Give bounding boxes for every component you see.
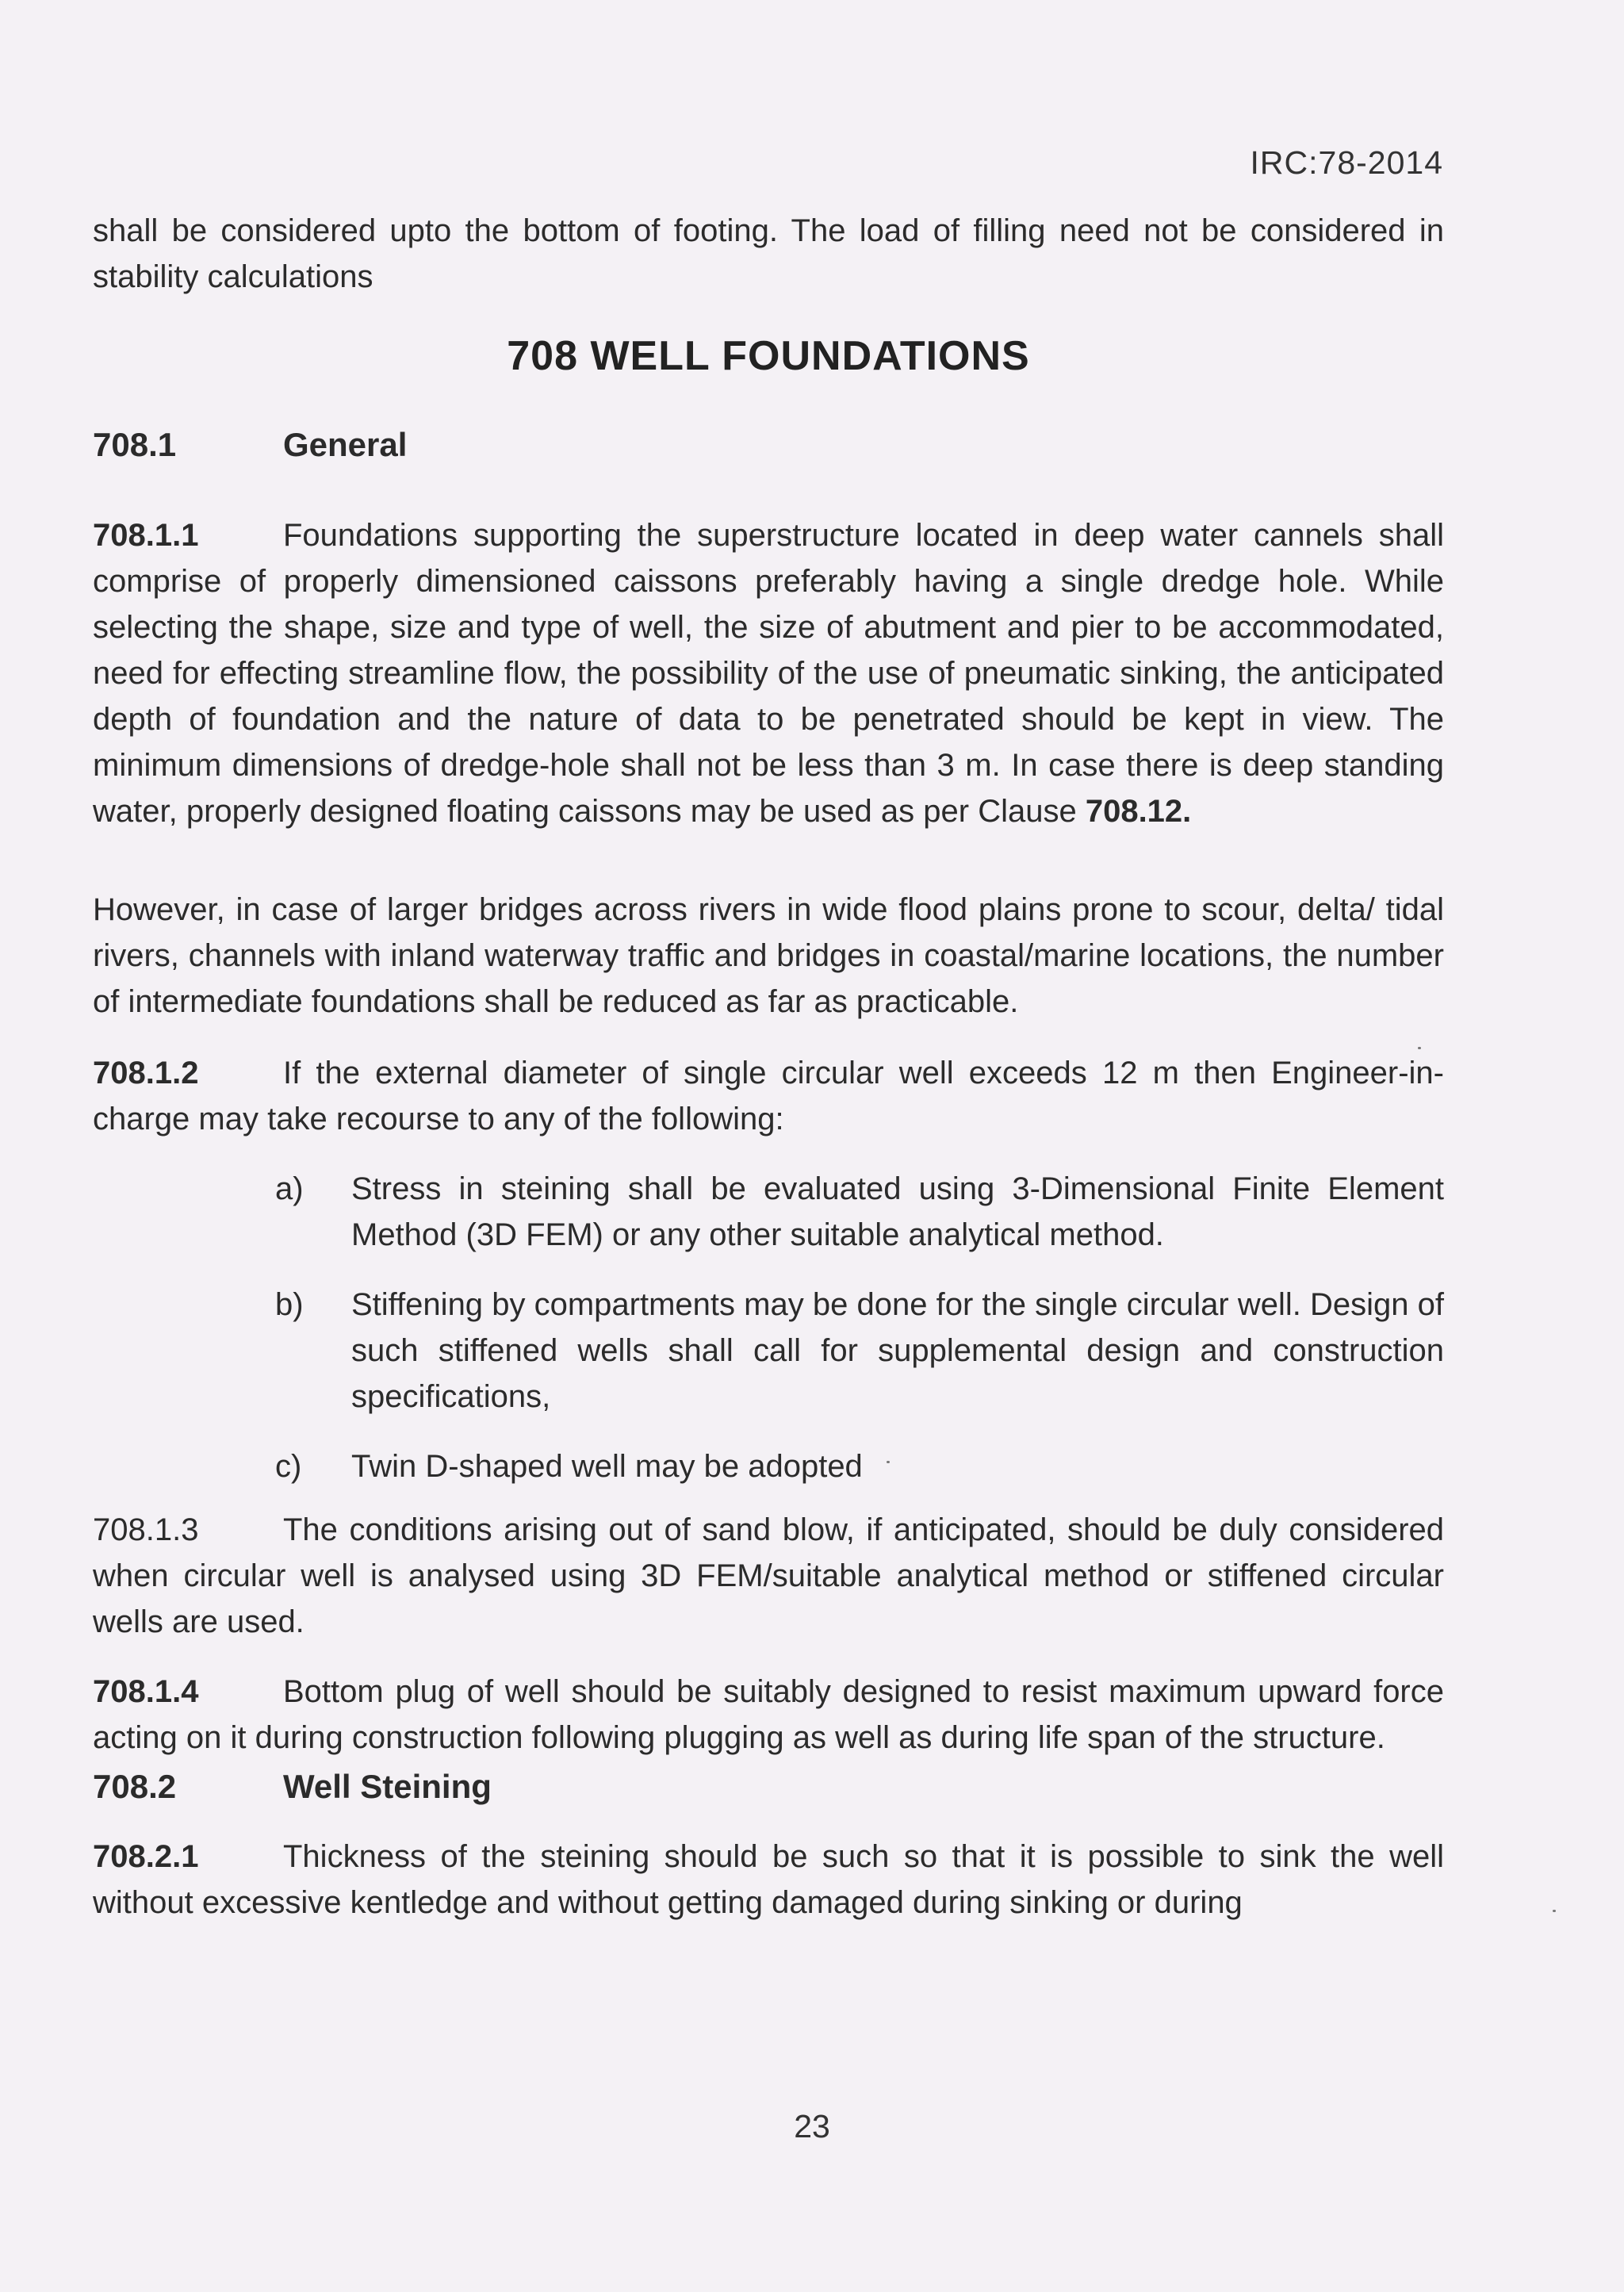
clause-text: Thickness of the steining should be such so that it is possible to sink the well without excessive kentledge and without getting damaged during sinking or during <box>93 1839 1444 1920</box>
scan-speck <box>887 1461 890 1463</box>
page-content <box>93 208 1444 1926</box>
scan-speck <box>1553 1910 1556 1912</box>
clause-text: If the external diameter of single circular well exceeds 12 m then Engineer-in-charge may take recourse to any of the following: <box>93 1056 1444 1136</box>
clause-708-1-2 <box>93 1050 1444 1142</box>
scan-speck <box>1418 1047 1421 1049</box>
document-code: IRC:78-2014 <box>1250 144 1443 181</box>
list-label: b) <box>275 1287 304 1322</box>
clause-708-2-1 <box>93 1834 1444 1926</box>
list-label: a) <box>275 1171 304 1206</box>
clause-number: 708.1.2 <box>93 1056 199 1090</box>
list-text: Twin D-shaped well may be adopted <box>351 1449 863 1484</box>
list-item-c <box>275 1443 1444 1489</box>
clause-708-1-1 <box>93 512 1444 834</box>
section-heading-708-1 <box>93 422 1444 468</box>
list-text: Stiffening by compartments may be done for the single circular well. Design of such stiffened wells shall call for supplemental design and construction specifications, <box>351 1287 1444 1414</box>
page-number: 23 <box>794 2108 830 2144</box>
section-title: General <box>283 426 408 463</box>
section-heading-708-2 <box>93 1764 1444 1810</box>
clause-number: 708.2.1 <box>93 1839 199 1874</box>
clause-708-1-1-continuation: However, in case of larger bridges across rivers in wide flood plains prone to scour, delta/ tidal rivers, channels with inland waterway traffic and bridges in coastal/marine locations, the number of intermediate foundations shall be reduced as far as practicable. <box>93 892 1444 1019</box>
chapter-heading: 708 WELL FOUNDATIONS <box>507 333 1030 379</box>
clause-text: Bottom plug of well should be suitably designed to resist maximum upward force acting on it during construction following plugging as well as during life span of the structure. <box>93 1674 1444 1755</box>
clause-number: 708.1.3 <box>93 1512 199 1547</box>
list-text: Stress in steining shall be evaluated using 3-Dimensional Finite Element Method (3D FEM) or any other suitable analytical method. <box>351 1171 1444 1252</box>
list-item-b <box>275 1282 1444 1420</box>
clause-708-1-3 <box>93 1507 1444 1645</box>
section-number: 708.1 <box>93 426 177 463</box>
clause-text: Foundations supporting the superstructure located in deep water cannels shall comprise of properly dimensioned caissons preferably having a single dredge hole. While selecting the shape, size and type of well, the size of abutment and pier to be accommodated, need for effecting streamline flow, the possibility of the use of pneumatic sinking, the anticipated depth of foundation and the nature of data to be penetrated should be kept in view. The minimum dimensions of dredge-hole shall not be less than 3 m. In case there is deep standing water, properly designed floating caissons may be used as per Clause <box>93 518 1444 829</box>
options-list <box>275 1166 1444 1489</box>
intro-paragraph: shall be considered upto the bottom of footing. The load of filling need not be considered in stability calculations <box>93 213 1444 294</box>
clause-reference: 708.12. <box>1085 794 1192 829</box>
clause-number: 708.1.4 <box>93 1674 199 1709</box>
clause-number: 708.1.1 <box>93 518 199 553</box>
list-item-a <box>275 1166 1444 1258</box>
list-label: c) <box>275 1449 302 1484</box>
section-number: 708.2 <box>93 1768 177 1805</box>
clause-708-1-4 <box>93 1669 1444 1761</box>
clause-text: The conditions arising out of sand blow, if anticipated, should be duly considered when circular well is analysed using 3D FEM/suitable analytical method or stiffened circular wells are used. <box>93 1512 1444 1639</box>
section-title: Well Steining <box>283 1768 492 1805</box>
